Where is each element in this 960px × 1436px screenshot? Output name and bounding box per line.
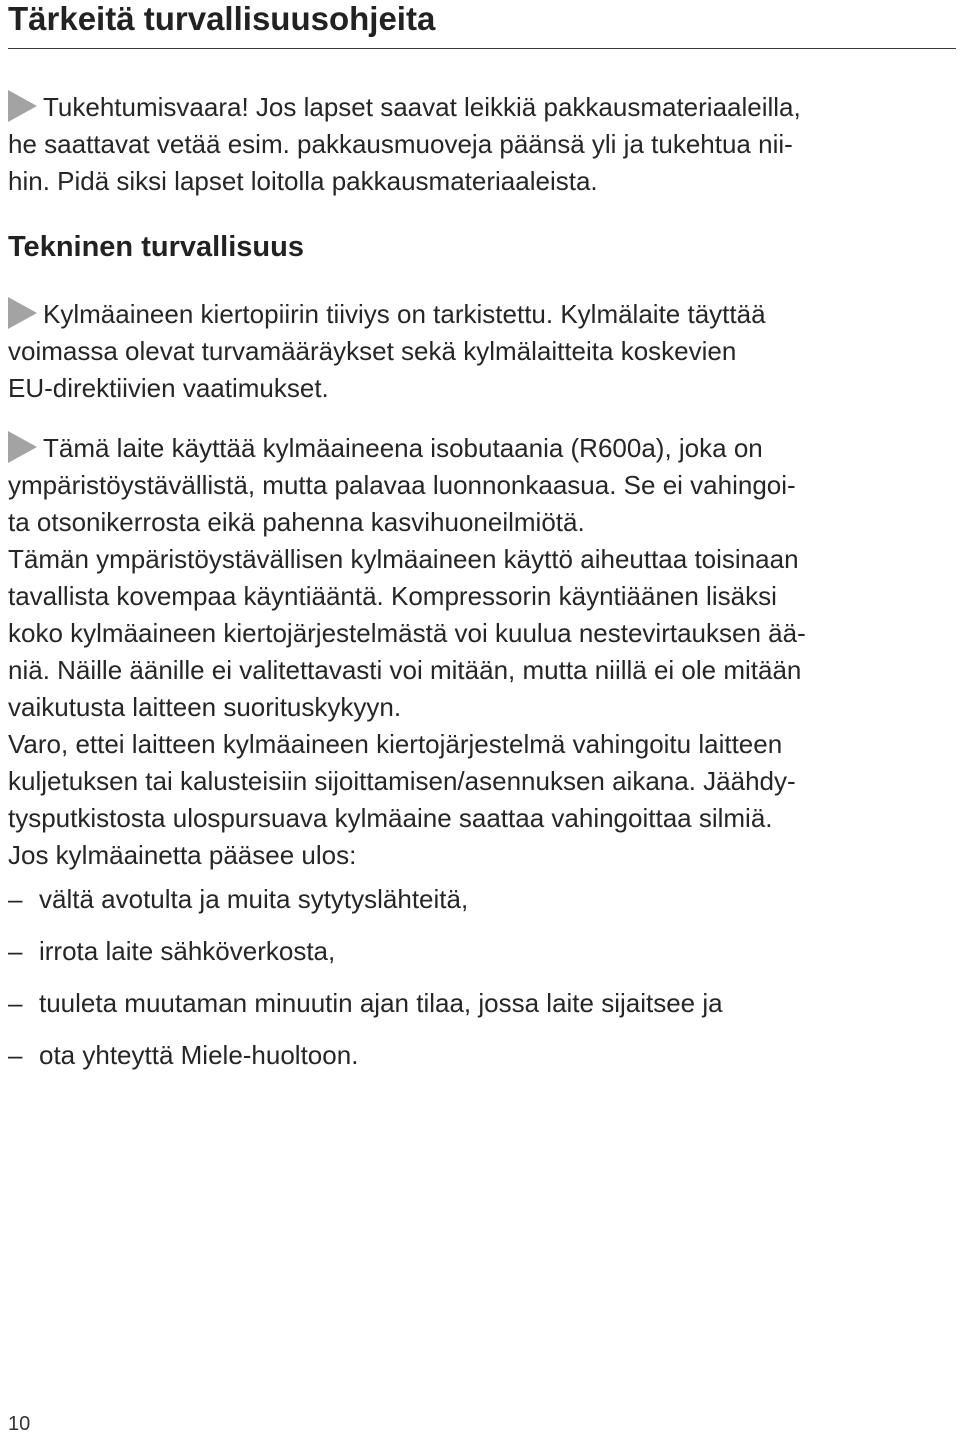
text-line: tavallista kovempaa käyntiääntä. Kompressorin käyntiäänen lisäksi	[8, 581, 777, 611]
text-line: koko kylmäaineen kiertojärjestelmästä voi kuulua nestevirtauksen ää-	[8, 618, 806, 648]
section-title: Tekninen turvallisuus	[8, 231, 304, 263]
heading-divider	[8, 48, 956, 49]
text-line	[8, 89, 956, 126]
text-line: Varo, ettei laitteen kylmäaineen kiertojärjestelmä vahingoitu laitteen	[8, 729, 783, 759]
list-item-text: irrota laite sähköverkosta,	[39, 936, 336, 966]
suffocation-warning	[8, 89, 956, 200]
circuit-tightness-note	[8, 296, 956, 407]
text-line-content: Tukehtumisvaara! Jos lapset saavat leikkiä pakkausmateriaaleilla,	[43, 92, 801, 122]
text-line: he saattavat vetää esim. pakkausmuoveja päänsä yli ja tukehtua nii-	[8, 129, 793, 159]
text-line: niä. Näille äänille ei valitettavasti voi mitään, mutta niillä ei ole mitään	[8, 655, 802, 685]
triangle-bullet-icon	[8, 431, 37, 463]
text-line: Tämän ympäristöystävällisen kylmäaineen käyttö aiheuttaa toisinaan	[8, 544, 799, 574]
text-line: vaikutusta laitteen suorituskykyyn.	[8, 692, 402, 722]
text-line: kuljetuksen tai kalusteisiin sijoittamisen/asennuksen aikana. Jäähdy-	[8, 766, 796, 796]
list-item-text: vältä avotulta ja muita sytytyslähteitä,	[39, 884, 469, 914]
text-line-content: Tämä laite käyttää kylmäaineena isobutaania (R600a), joka on	[43, 433, 763, 463]
list-item-text: ota yhteyttä Miele-huoltoon.	[39, 1040, 359, 1070]
text-line	[8, 296, 956, 333]
text-line: EU-direktiivien vaatimukset.	[8, 373, 329, 403]
text-line: ympäristöystävällistä, mutta palavaa luonnonkaasua. Se ei vahingoi-	[8, 470, 796, 500]
text-line: ta otsonikerrosta eikä pahenna kasvihuoneilmiötä.	[8, 507, 585, 537]
dash-marker: –	[8, 1040, 23, 1070]
list-item-text: tuuleta muutaman minuutin ajan tilaa, jossa laite sijaitsee ja	[39, 988, 723, 1018]
text-line: voimassa olevat turvamääräykset sekä kylmälaitteita koskevien	[8, 336, 737, 366]
triangle-bullet-icon	[8, 297, 37, 329]
dash-marker: –	[8, 884, 23, 914]
text-line: Jos kylmäainetta pääsee ulos:	[8, 840, 357, 870]
page-number: 10	[8, 1413, 31, 1435]
dash-marker: –	[8, 936, 23, 966]
text-line: tysputkistosta ulospursuava kylmäaine saattaa vahingoittaa silmiä.	[8, 803, 773, 833]
refrigerant-note	[8, 430, 956, 874]
triangle-bullet-icon	[8, 90, 37, 122]
text-line: hin. Pidä siksi lapset loitolla pakkausmateriaaleista.	[8, 166, 598, 196]
page-title: Tärkeitä turvallisuusohjeita	[8, 0, 436, 37]
text-line	[8, 430, 956, 467]
dash-marker: –	[8, 988, 23, 1018]
text-line-content: Kylmäaineen kiertopiirin tiiviys on tarkistettu. Kylmälaite täyttää	[43, 299, 766, 329]
